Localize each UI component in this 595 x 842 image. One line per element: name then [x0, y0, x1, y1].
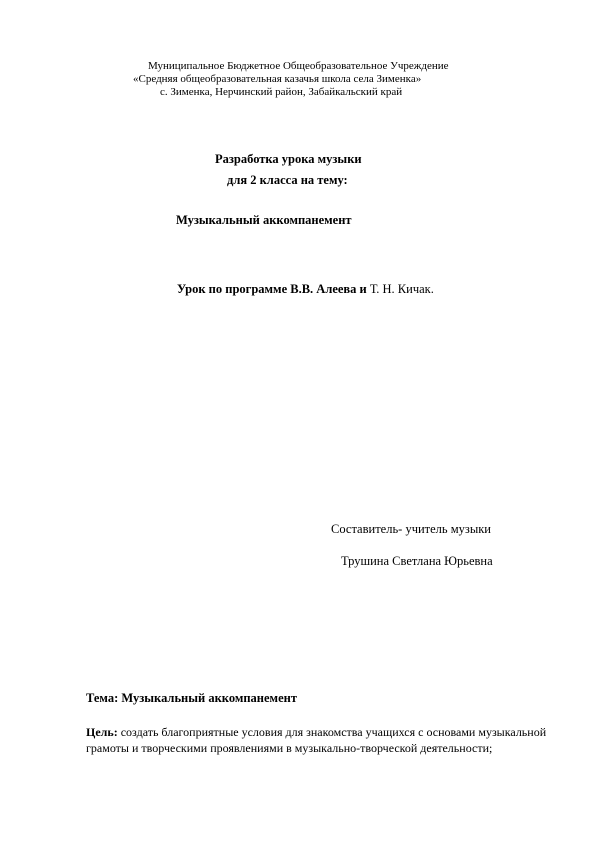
author-role: Составитель- учитель музыки [331, 522, 491, 536]
theme-line [86, 690, 297, 707]
theme-label: Тема: [86, 691, 119, 705]
lesson-topic: Музыкальный аккомпанемент [176, 213, 352, 227]
program-authors-bold: Урок по программе В.В. Алеева и [177, 282, 370, 296]
program-line [177, 282, 434, 297]
school-address-line: с. Зименка, Нерчинский район, Забайкальский край [160, 86, 403, 98]
school-full-name-line: «Средняя общеобразовательная казачья школа села Зименка» [133, 73, 422, 85]
lesson-grade: для 2 класса на тему: [227, 173, 348, 187]
school-name-line: Муниципальное Бюджетное Общеобразовательное Учреждение [148, 60, 449, 72]
program-authors-normal: Т. Н. Кичак. [369, 282, 434, 296]
goal-text: создать благоприятные условия для знакомства учащихся с основами музыкальной грамоты и творческими проявлениями в музыкально-творческой деятельности; [86, 725, 547, 755]
author-name: Трушина Светлана Юрьевна [341, 554, 493, 568]
theme-value: Музыкальный аккомпанемент [118, 691, 297, 705]
goal-label: Цель: [86, 725, 118, 739]
goal-paragraph [86, 724, 556, 756]
lesson-title: Разработка урока музыки [215, 152, 362, 166]
